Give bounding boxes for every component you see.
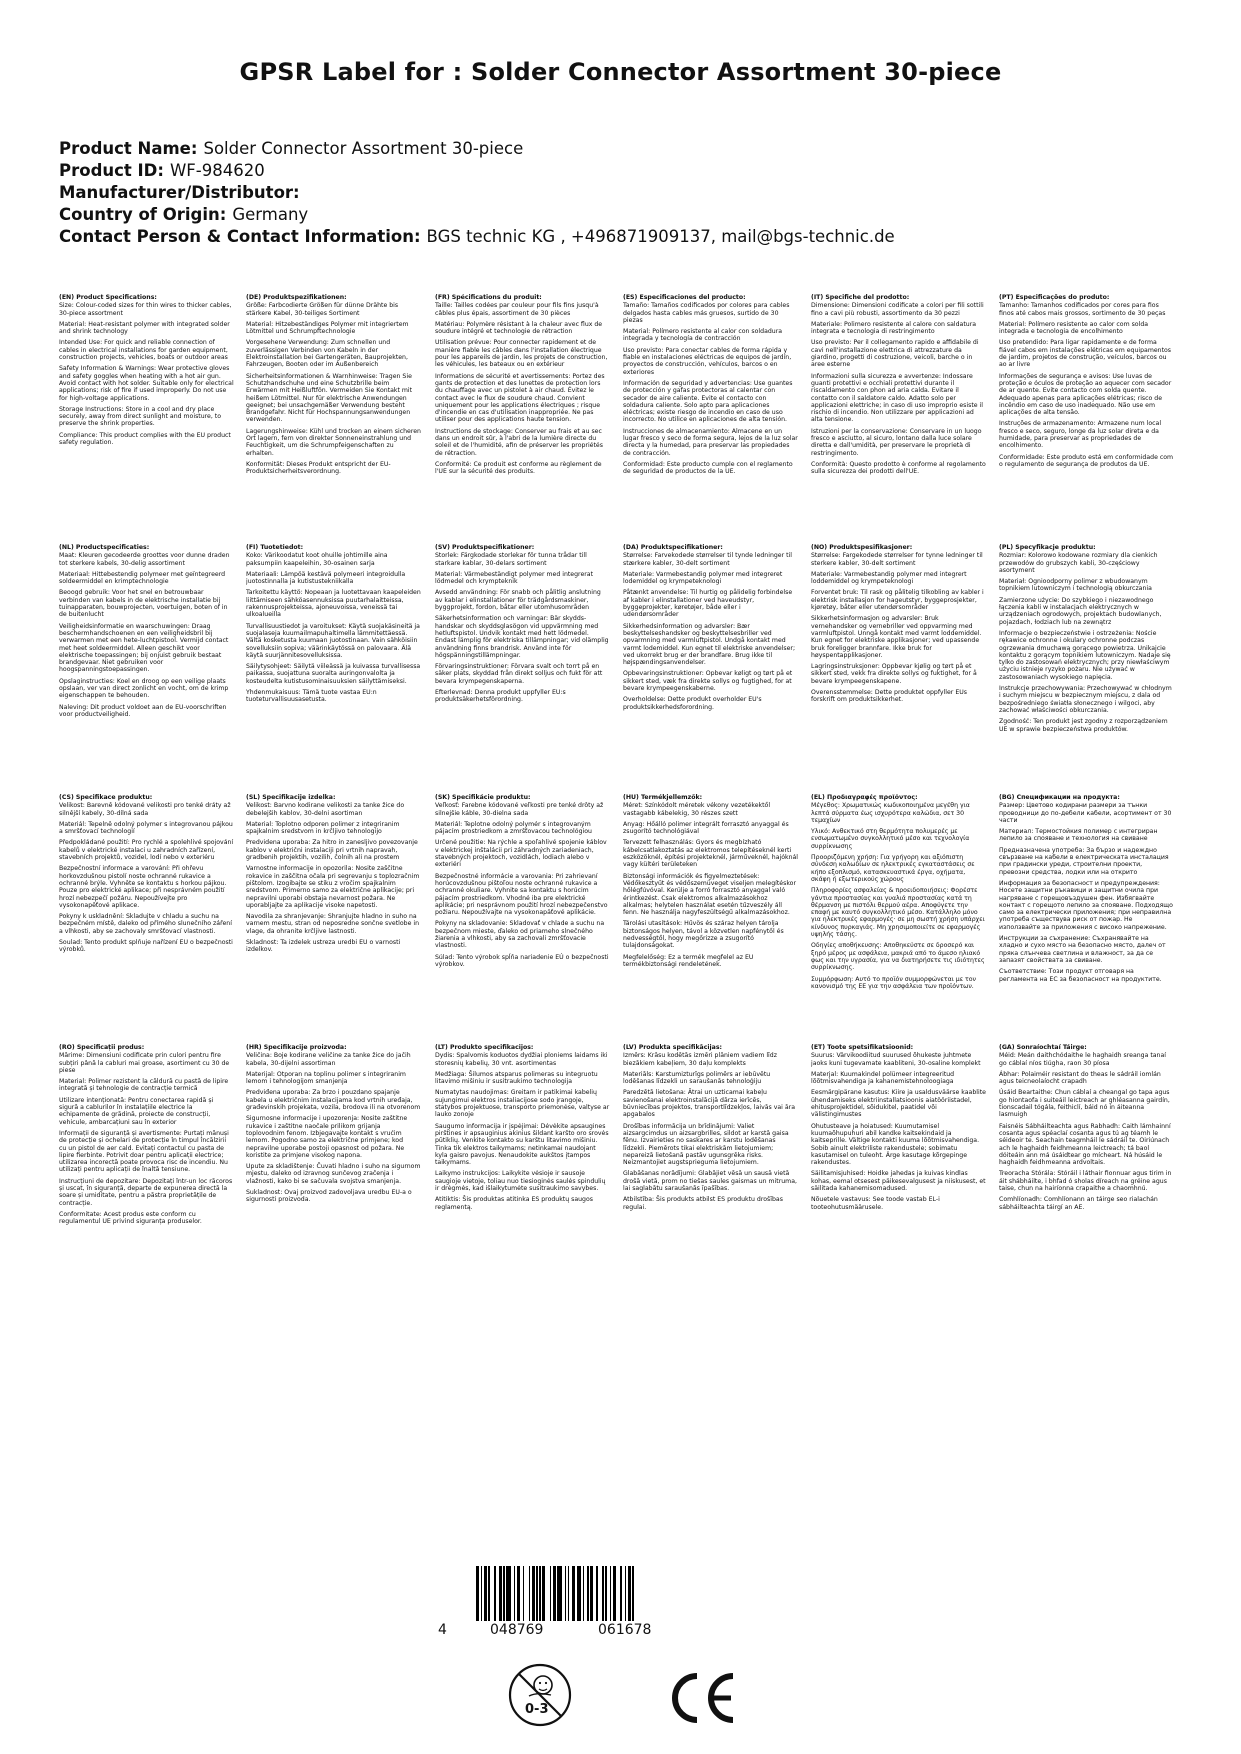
language-section — [623, 1044, 798, 1344]
section-paragraph: Materiale: Varmebestandig polymer med integreret lodemiddel og krympeteknologi — [623, 570, 783, 586]
section-paragraph: Overholdelse: Dette produkt overholder EU's produktsikkerhedsforordning. — [623, 696, 762, 711]
section-heading: (SV) Produktspecifikationer: — [435, 544, 535, 551]
language-section — [999, 1044, 1174, 1344]
section-heading: (SL) Specifikacije izdelka: — [246, 794, 336, 801]
section-paragraph: Materiaal: Hittebestendig polymeer met geïntegreerd soldeermiddel en krimptechnologie — [59, 570, 226, 586]
barcode-left-digits: 048769 — [490, 1622, 544, 1638]
section-paragraph: Comhlíonadh: Comhlíonann an táirge seo rialachán sábháilteachta táirgí an AE. — [999, 1196, 1158, 1211]
section-paragraph: Conformidad: Este producto cumple con el reglamento de seguridad de productos de la UE. — [623, 460, 793, 476]
section-paragraph: Forventet bruk: Til rask og pålitelig tilkobling av kabler i elektrisk installasjon for hageutstyr, byggeprosjekter, kjøretøy, båter eller utendørsområder — [811, 589, 984, 612]
section-paragraph: Velikost: Barvno kodirane velikosti za tanke žice do debelejših kablov, 30-delni asortiman — [246, 802, 405, 817]
barcode-bar — [542, 1566, 545, 1621]
section-paragraph: Instrucciones de almacenamiento: Almacene en un lugar fresco y seco de forma segura, lejos de la luz solar directa y la humedad, para preservar las propiedades de contracción. — [623, 427, 798, 457]
section-paragraph: Méid: Meán daithchódaithe le haghaidh sreanga tanaí go cáblaí níos tiúgha, raon 30 píosa — [999, 1052, 1166, 1067]
barcode-bar — [532, 1566, 535, 1621]
section-paragraph: Safety Information & Warnings: Wear protective gloves and safety goggles when heating with a hot air gun. Avoid contact with hot solder. Suitable only for electrical applications; risk of fire if used improperly. Do not use for high-voltage applications. — [59, 365, 234, 402]
barcode-bar — [610, 1566, 612, 1621]
section-paragraph: Πληροφορίες ασφαλείας & προειδοποιήσεις: Φορέστε γάντια προστασίας και γυαλιά προστασίας κατά τη θέρμανση με πιστόλι θερμού αέρα. Αποφύγετε την επαφή με καυτό συγκολλητικό μέσο. Κατάλληλο μόνο για ηλεκτρικές εφαρμογές· σε μη σωστή χρήση υπάρχει κίνδυνος πυρκαγιάς. Μη χρησιμοποιείτε σε εφαρμογές υψηλής τάσης. — [811, 887, 985, 939]
section-paragraph: Предназначена употреба: За бързо и надеждно свързване на кабели в електрическата инсталация при градински уреди, строителни проекти, превозни средства, лодки или на открито — [999, 846, 1169, 876]
section-paragraph: Storlek: Färgkodade storlekar för tunna trådar till starkare kablar, 30-delars sortiment — [435, 552, 587, 567]
section-paragraph: Conformità: Questo prodotto è conforme al regolamento sulla sicurezza dei prodotti dell'UE. — [811, 460, 986, 476]
section-paragraph: Größe: Farbcodierte Größen für dünne Drähte bis stärkere Kabel, 30-teiliges Sortiment — [246, 302, 399, 317]
section-paragraph: Bezpečnostní informace a varování: Při ohřevu horkovzdušnou pistolí noste ochranné rukavice a ochranné brýle. Vyhněte se kontaktu s horkou pájkou. Pouze pro elektrické aplikace; při nesprávném použití hrozí nebezpečí požáru. Nepoužívejte pro vysokonapěťové aplikace. — [59, 865, 227, 909]
section-paragraph: Predviđena uporaba: Za brzo i pouzdano spajanje kabela u električnim instalacijama kod vrtnih uređaja, građevinskih projekata, vozila, brodova ili na otvorenom — [246, 1089, 421, 1112]
section-paragraph: Material: Polímero resistente al calor con soldadura integrada y tecnología de contracción — [623, 328, 783, 343]
section-paragraph: Skladnost: Ta izdelek ustreza uredbi EU o varnosti izdelkov. — [246, 939, 401, 954]
section-paragraph: Materiał: Ognioodporny polimer z wbudowanym topnikiem lutowniczym i technologią obkurczania — [999, 578, 1152, 593]
section-heading: (HU) Termékjellemzők: — [623, 794, 703, 801]
section-paragraph: Treoracha Stórála: Stóráil i láthair fionnuar agus tirim in áit shábháilte, i bhfad ó sholas díreach na gréine agus taise, chun na hairíonna crapaithe a chaomhnú. — [999, 1170, 1172, 1193]
section-heading: (EL) Προδιαγραφές προϊόντος: — [811, 794, 918, 801]
section-paragraph: Instrucțiuni de depozitare: Depozitați într-un loc răcoros și uscat, în siguranță, departe de expunerea directă la soare și umiditate, pentru a păstra proprietățile de contracție. — [59, 1177, 233, 1207]
section-paragraph: Určené použitie: Na rýchle a spoľahlivé spojenie káblov v elektrickej inštalácii pri záhradných zariadeniach, stavebných projektoch, vozidlách, lodiach alebo v exteriéri — [435, 839, 607, 869]
section-heading: (NO) Produktspesifikasjoner: — [811, 544, 913, 551]
section-paragraph: Dydis: Spalvomis koduotos dydžiai ploniems laidams iki storesnių kabelių, 30 vnt. asortimentas — [435, 1052, 608, 1067]
section-paragraph: Medžiaga: Šilumos atsparus polimeras su integruotu litavimo mišiniu ir susitraukimo technologija — [435, 1070, 598, 1086]
section-paragraph: Koko: Värikoodatut koot ohuille johtimille aina paksumpiin kaapeleihin, 30-osainen sarja — [246, 552, 388, 567]
barcode — [438, 1566, 708, 1646]
barcode-bar — [523, 1566, 525, 1621]
section-paragraph: Materiál: Tepelně odolný polymer s integrovanou pájkou a smršťovací technologií — [59, 820, 233, 836]
section-paragraph: Vorgesehene Verwendung: Zum schnellen und zuverlässigen Verbinden von Kabeln in der Elektroinstallation bei Gartengeräten, Bauprojekten, Fahrzeugen, Booten oder im Außenbereich — [246, 339, 408, 369]
section-paragraph: Atitiktis: Šis produktas atitinka ES produktų saugos reglamentą. — [435, 1196, 593, 1211]
section-paragraph: Anyag: Hőálló polimer integrált forrasztó anyaggal és zsugorító technológiával — [623, 820, 789, 836]
section-paragraph: Pokyny k uskladnění: Skladujte v chladu a suchu na bezpečném místě, daleko od přímého slunečního záření a vlhkosti, aby se zachovaly smršťovací vlastnosti. — [59, 913, 232, 935]
section-paragraph: Matériau: Polymère résistant à la chaleur avec flux de soudure intégré et technologie de rétraction — [435, 320, 603, 336]
barcode-bars — [476, 1566, 684, 1621]
barcode-bar — [620, 1566, 622, 1621]
barcode-bar — [506, 1566, 511, 1621]
section-heading: (ET) Toote spetsifikatsioonid: — [811, 1044, 914, 1051]
section-paragraph: Utilizare intenționată: Pentru conectarea rapidă și sigură a cablurilor în instalațiile electrice la echipamente de grădină, proiecte de construcții, vehicule, ambarcațiuni sau în exterior — [59, 1096, 214, 1126]
section-paragraph: Utilisation prévue: Pour connecter rapidement et de manière fiable les câbles dans l'installation électrique pour les appareils de jardin, les projets de construction, les véhicules, les bateaux ou en extérieur — [435, 339, 608, 369]
barcode-bar — [503, 1566, 505, 1621]
barcode-bar — [572, 1566, 575, 1621]
section-paragraph: Eesmärgipärane kasutus: Kiire ja usaldusväärse kaablite ühendamiseks elektriinstallatsioonis aiatööriistadel, ehitusprojektidel, sõidukitel, paatidel või välistingimustes — [811, 1089, 986, 1119]
section-heading: (LT) Produkto specifikacijos: — [435, 1044, 534, 1051]
section-paragraph: Sicherheitsinformationen & Warnhinweise: Tragen Sie Schutzhandschuhe und eine Schutzbrille beim Erwärmen mit Heißluftfön. Vermeiden Sie Kontakt mit heißem Lötmittel. Nur für elektrische Anwendungen geeignet; bei unsachgemäßer Verwendung besteht Brandgefahr. Nicht für Hochspannungsanwendungen verwenden. — [246, 372, 413, 424]
section-paragraph: Naleving: Dit product voldoet aan de EU-voorschriften voor productveiligheid. — [59, 703, 227, 718]
barcode-bar — [476, 1566, 479, 1621]
section-heading: (SK) Špecifikácie produktu: — [435, 794, 531, 801]
section-paragraph: Konformität: Dieses Produkt entspricht der EU-Produktsicherheitsverordnung. — [246, 460, 391, 476]
section-heading: (DA) Produktspecifikationer: — [623, 544, 723, 551]
section-paragraph: Nõuetele vastavus: See toode vastab EL-i tooteohutusmäärusele. — [811, 1196, 940, 1211]
section-paragraph: Materiál: Teplotne odolný polymér s integrovaným pájacím prostriedkom a zmršťovacou technológiou — [435, 820, 592, 836]
barcode-bar — [529, 1566, 531, 1621]
section-paragraph: Saugumo informacija ir įspėjimai: Dėvėkite apsaugines pirštines ir apsauginius akinius šildant karšto oro srovės pūtiklių. Venkite kontakto su karštu litavimo mišiniu. Tinka tik elektros taikymams; netinkamai naudojant kyla gaisro pavojus. Nenaudokite aukštos įtampos taikymams. — [435, 1122, 609, 1167]
section-paragraph: Varnostne informacije in opozorila: Nosite zaščitne rokavice in zaščitna očala pri segrevanju s toplozračnim pištolom. Izogibajte se stiku z vročim spajkalnim sredstvom. Primerno samo za električne aplikacije; pri nepravilni uporabi obstaja nevarnost požara. Ne uporabljajte za aplikacije visoke napetosti. — [246, 865, 420, 909]
language-row — [59, 1044, 1189, 1344]
barcode-bar — [557, 1566, 562, 1621]
section-paragraph: Navodila za shranjevanje: Shranjujte hladno in suho na varnem mestu, stran od neposredne sončne svetlobe in vlage, da ohranite krčljive lastnosti. — [246, 913, 419, 935]
section-paragraph: Säkerhetsinformation och varningar: Bär skydds-handskar och skyddsglasögon vid uppvärmning med hetluftspistol. Undvik kontakt med hett lödmedel. Endast lämplig för elektriska tillämpningar; vid olämplig användning finns brandrisk. Använd inte för högspänningstillämpningar. — [435, 615, 609, 659]
section-paragraph: Megfelelőség: Ez a termék megfelel az EU termékbiztonsági rendeletének. — [623, 953, 754, 968]
section-paragraph: Velikost: Barevně kódované velikosti pro tenké dráty až silnější kabely, 30-dílná sada — [59, 802, 231, 817]
section-paragraph: Opbevaringsinstruktioner: Opbevar køligt og tørt på et sikkert sted, væk fra direkte sollys og fugtighed, for at bevare krympeegenskaberne. — [623, 670, 793, 693]
section-paragraph: Informazioni sulla sicurezza e avvertenze: Indossare guanti protettivi e occhiali protettivi durante il riscaldamento con phon ad aria calda. Evitare il contatto con il saldatore caldo. Adatto solo per applicazioni elettriche; in caso di uso improprio esiste il rischio di incendio. Non utilizzare per applicazioni ad alta tensione. — [811, 372, 983, 424]
section-paragraph: Conformidade: Este produto está em conformidade com o regulamento de segurança de produtos da UE. — [999, 453, 1174, 468]
barcode-bar — [550, 1566, 552, 1621]
section-heading: (PT) Especificações do produto: — [999, 294, 1110, 301]
barcode-bar — [553, 1566, 556, 1621]
section-paragraph: Informations de sécurité et avertissements: Portez des gants de protection et des lunettes de protection lors du chauffage avec un pistolet à air chaud. Évitez le contact avec le flux de soudure chaud. Convient uniquement pour les applications électriques ; risque d'incendie en cas d'utilisation inappropriée. Ne pas utiliser pour des applications haute tension. — [435, 372, 605, 424]
language-section — [59, 1044, 234, 1344]
section-paragraph: Material: Polimer rezistent la căldură cu pastă de lipire integrată și tehnologie de contracție termică — [59, 1078, 229, 1093]
barcode-bar — [602, 1566, 604, 1621]
barcode-bar — [514, 1566, 516, 1621]
section-paragraph: Tárolási utasítások: Hűvös és száraz helyen tárolja biztonságos helyen, távol a közvetlen napfénytől és nedvességtől, hogy megőrizze a zsugorító tulajdonságokat. — [623, 920, 784, 950]
age-warning-icon — [507, 1662, 573, 1728]
section-paragraph: Materiale: Polimero resistente al calore con saldatura integrata e tecnologia di restringimento — [811, 320, 977, 336]
section-paragraph: Materiāls: Karstumizturīgs polimērs ar iebūvētu lodēšanas līdzekli un saraušanās tehnoloģiju — [623, 1070, 771, 1086]
section-paragraph: Μέγεθος: Χρωματικώς κωδικοποιημένα μεγέθη για λεπτά σύρματα έως ισχυρότερα καλώδια, σετ 30 τεμαχίων — [811, 802, 970, 824]
section-paragraph: Storage Instructions: Store in a cool and dry place securely, away from direct sunlight and moisture, to preserve the shrink properties. — [59, 405, 221, 428]
section-paragraph: Veiligheidsinformatie en waarschuwingen: Draag beschermhandschoenen en een veiligheidsbril bij verwarmen met een hete-luchtpistool. Vermijd contact met heet soldeermiddel. Alleen geschikt voor elektrische toepassingen; bij onjuist gebruik bestaat brandgevaar. Niet gebruiken voor hoogspanningstoepassingen. — [59, 622, 229, 674]
section-heading: (HR) Specifikacije proizvoda: — [246, 1044, 347, 1051]
section-paragraph: Paredzētā lietošana: Ātrai un uzticamai kabeļu savienošanai elektroinstalācijā dārza ierīcēs, būvniecības projektos, transportlīdzekļos, laivās vai āra apgabalos — [623, 1089, 795, 1119]
section-heading: (ES) Especificaciones del producto: — [623, 294, 746, 301]
section-paragraph: Size: Colour-coded sizes for thin wires to thicker cables, 30-piece assortment — [59, 302, 232, 317]
barcode-bar — [494, 1566, 496, 1621]
section-paragraph: Informacje o bezpieczeństwie i ostrzeżenia: Noście rękawice ochronne i okulary ochronne podczas ogrzewania dmuchawą gorącego powietrza. Unikajcie kontaktu z gorącym topnikiem lutowniczym. Nadaje się tylko do zastosowań elektrycznych; przy niewłaściwym użyciu istnieje ryzyko pożaru. Nie używać w zastosowaniach wysokiego napięcia. — [999, 629, 1171, 681]
section-paragraph: Material: Värmebeständigt polymer med integrerat lödmedel och krympteknik — [435, 570, 594, 586]
section-paragraph: Instructions de stockage: Conserver au frais et au sec dans un endroit sûr, à l'abri de la lumière directe du soleil et de l'humidité, afin de préserver les propriétés de rétraction. — [435, 427, 603, 457]
manufacturer-row: Manufacturer/Distributor: — [59, 183, 300, 202]
section-paragraph: Οδηγίες αποθήκευσης: Αποθηκεύστε σε δροσερό και ξηρό μέρος με ασφάλεια, μακριά από το άμεσο ηλιακό φως και την υγρασία, για να διατηρήσετε τις ιδιότητες συρρίκνωσης. — [811, 942, 985, 972]
section-heading: (RO) Specificații produs: — [59, 1044, 145, 1051]
age-warning-text: 0-3 — [525, 1702, 549, 1717]
contact-row: Contact Person & Contact Information: BGS technic KG , +496871909137, mail@bgs-technic.de — [59, 227, 895, 246]
section-heading: (GA) Sonraíochtaí Táirge: — [999, 1044, 1087, 1051]
section-paragraph: Material: Toplotno odporen polimer z integriranim spajkalnim sredstvom in krčljivo tehnologijo — [246, 820, 400, 836]
section-paragraph: Zgodność: Ten produkt jest zgodny z rozporządzeniem UE w sprawie bezpieczeństwa produktów. — [999, 718, 1168, 733]
section-heading: (EN) Product Specifications: — [59, 294, 157, 301]
section-paragraph: Suurus: Värvikoodiitud suurused õhukeste juhtmete jaoks kuni tugevamate kaabliteni, 30-osaline komplekt — [811, 1052, 981, 1067]
barcode-bar — [484, 1566, 487, 1621]
section-heading: (LV) Produkta specifikācijas: — [623, 1044, 722, 1051]
section-paragraph: Informații de siguranță și avertismente: Purtați mănuși de protecție și ochelari de protecție în timpul încălzirii cu un pistol de aer cald. Evitați contactul cu pasta de lipire fierbinte. Potrivit doar pentru aplicații electrice; utilizarea incorectă poate provoca risc de incendiu. Nu utilizați pentru aplicații de înaltă tensiune. — [59, 1129, 229, 1174]
section-paragraph: Sikkerhetsinformasjon og advarsler: Bruk vernehandsker og vernebriller ved oppvarming med varmluftpistol. Unngå kontakt med varmt loddemiddel. Kun egnet for elektriske applikasjoner; ved upassende bruk foreligger brannfare. Ikke bruk for høyspentapplikasjoner. — [811, 615, 982, 659]
section-paragraph: Sikkerhedsinformation og advarsler: Bær beskyttelseshandsker og beskyttelsesbriller ved opvarmning med varmluftpistol. Undgå kontakt med varmt lodemiddel. Kun egnet til elektriske anvendelser; ved ukorrekt brug er der brandfare. Brug ikke til højspændingsanvendelser. — [623, 622, 796, 667]
section-paragraph: Sukladnost: Ovaj proizvod zadovoljava uredbu EU-a o sigurnosti proizvoda. — [246, 1189, 412, 1204]
barcode-lead-digit: 4 — [438, 1622, 447, 1638]
section-paragraph: Dimensione: Dimensioni codificate a colori per fili sottili fino a cavi più robusti, assortimento da 30 pezzi — [811, 302, 984, 317]
product-name-row: Product Name: Solder Connector Assortment 30-piece — [59, 139, 524, 158]
section-paragraph: Veličina: Boje kodirane veličine za tanke žice do jačih kabela, 30-dijelni assortiman — [246, 1052, 411, 1067]
section-paragraph: Materijal: Otporan na toplinu polimer s integriranim lemom i tehnologijom smanjenja — [246, 1070, 406, 1086]
barcode-bar — [568, 1566, 570, 1621]
barcode-bar — [488, 1566, 490, 1621]
section-paragraph: Predvidena uporaba: Za hitro in zanesljivo povezovanje kablov v električni instalaciji pri vrtnih napravah, gradbenih projektih, vozilih, čolnih ali na prostem — [246, 839, 418, 862]
barcode-bar — [605, 1566, 607, 1621]
barcode-bar — [565, 1566, 567, 1621]
section-paragraph: Material: Hitzebeständiges Polymer mit integriertem Lötmittel und Schrumpftechnologie — [246, 320, 409, 336]
barcode-bar — [517, 1566, 520, 1621]
section-paragraph: Zamierzone użycie: Do szybkiego i niezawodnego łączenia kabli w instalacjach elektrycznych w urządzeniach ogrodowych, projektach budowlanych, pojazdach, łodziach lub na zewnątrz — [999, 596, 1162, 626]
section-paragraph: Atbilstība: Šis produkts atbilst ES produktu drošības regulai. — [623, 1196, 783, 1211]
section-heading: (FI) Tuotetiedot: — [246, 544, 304, 551]
section-paragraph: Conformitate: Acest produs este conform cu regulamentul UE privind siguranța produselor. — [59, 1210, 202, 1226]
section-paragraph: Συμμόρφωση: Αυτό το προϊόν συμμορφώνεται με τον κανονισμό της ΕΕ για την ασφάλεια των προϊόντων. — [811, 975, 976, 990]
section-paragraph: Størrelse: Farvekodede størrelser til tynde ledninger til stærkere kabler, 30-delt sortiment — [623, 552, 792, 567]
section-paragraph: Méret: Színkódolt méretek vékony vezetékektől vastagabb kábelekig, 30 részes szett — [623, 802, 771, 817]
section-paragraph: Súlad: Tento výrobok spĺňa nariadenie EÚ o bezpečnosti výrobkov. — [435, 953, 609, 968]
section-paragraph: Съответствие: Този продукт отговаря на регламента на ЕС за безопасност на продуктите. — [999, 968, 1162, 983]
barcode-bar — [577, 1566, 582, 1621]
section-paragraph: Veľkosť: Farebne kódované veľkosti pre tenké drôty až silnejšie káble, 30-dielna sada — [435, 802, 604, 817]
section-paragraph: Материал: Термостойкия полимер с интегриран лепило за спояване и технология на свиване — [999, 828, 1158, 843]
barcode-right-digits: 061678 — [598, 1622, 652, 1638]
section-paragraph: Overensstemmelse: Dette produktet oppfyller EUs forskrift om produktsikkerhet. — [811, 689, 967, 704]
section-paragraph: Material: Heat-resistant polymer with integrated solder and shrink technology — [59, 320, 230, 336]
section-paragraph: Instrukcje przechowywania: Przechowywać w chłodnym i suchym miejscu w bezpiecznym miejscu, z dala od bezpośredniego światła słonecznego i wilgoci, aby zachować właściwości obkurczania. — [999, 685, 1172, 714]
section-paragraph: Izmērs: Krāsu kodētās izmēri plāniem vadiem līdz biezākiem kabeļiem, 30 daļu komplekts — [623, 1052, 777, 1067]
section-paragraph: Instruções de armazenamento: Armazene num local fresco e seco, seguro, longe da luz solar direta e da humidade, para preservar as propriedades de encolhimento. — [999, 420, 1162, 450]
section-paragraph: Lagringsinstruksjoner: Oppbevar kjølig og tørt på et sikkert sted, vekk fra direkte sollys og fuktighet, for å bevare krympeegenskapene. — [811, 663, 977, 685]
section-paragraph: Informações de segurança e avisos: Use luvas de proteção e óculos de proteção ao aquecer com secador de ar quente. Evite contacto com solda quente. Adequado apenas para aplicações elétricas; risco de incêndio em caso de uso inadequado. Não use em aplicações de alta tensão. — [999, 372, 1172, 417]
section-paragraph: Soulad: Tento produkt splňuje nařízení EU o bezpečnosti výrobků. — [59, 939, 233, 954]
language-section — [246, 1044, 421, 1344]
barcode-bar — [625, 1566, 627, 1621]
section-paragraph: Turvallisuustiedot ja varoitukset: Käytä suojakäsineitä ja suojalaseja kuumailmapuhaltimella lämmitettäessä. Vältä kosketusta kuumaan juotostinaan. Vain sähköisiin sovelluksiin sopiva; väärinkäytössä on palovaara. Älä käytä suurjännitesovelluksissa. — [246, 622, 420, 659]
section-paragraph: Säilitamisjuhised: Hoidke jahedas ja kuivas kindlas kohas, eemal otsesest päikesevalgusest ja niiskusest, et säilitada kahanemisomadused. — [811, 1170, 986, 1193]
barcode-bar — [481, 1566, 483, 1621]
section-paragraph: Pokyny na skladovanie: Skladovať v chlade a suchu na bezpečnom mieste, ďaleko od priameho slnečného žiarenia a vlhkosti, aby sa zachovali zmršťovacie vlastnosti. — [435, 920, 605, 950]
section-paragraph: Förvaringsinstruktioner: Förvara svalt och torrt på en säker plats, skyddad från direkt solljus och fukt för att bevara krympegenskaperna. — [435, 663, 603, 685]
section-paragraph: Taille: Tailles codées par couleur pour fils fins jusqu'à câbles plus épais, assortiment de 30 pièces — [435, 302, 599, 317]
ce-mark-icon — [667, 1670, 739, 1726]
section-heading: (BG) Спецификации на продукта: — [999, 794, 1120, 801]
language-section — [811, 1044, 986, 1344]
section-paragraph: Lagerungshinweise: Kühl und trocken an einem sicheren Ort lagern, fern von direkter Sonneneinstrahlung und Feuchtigkeit, um die Schrumpfeigenschaften zu erhalten. — [246, 427, 421, 457]
section-heading: (CS) Specifikace produktu: — [59, 794, 153, 801]
section-heading: (PL) Specyfikacje produktu: — [999, 544, 1096, 551]
section-paragraph: Glabāšanas norādījumi: Glabājiet vēsā un sausā vietā drošā vietā, prom no tiešas saules gaismas un mitruma, lai saglabātu saraušanās īpašības. — [623, 1170, 797, 1193]
section-paragraph: Materjal: Kuumakindel polümeer integreeritud lõõtmisvahendiga ja kahanemistehnoloogiaga — [811, 1070, 955, 1086]
section-heading: (NL) Productspecificaties: — [59, 544, 150, 551]
section-heading: (FR) Spécifications du produit: — [435, 294, 542, 301]
section-paragraph: Инструкции за съхранение: Съхранявайте на хладно и сухо място на безопасно място, далеч от пряка слънчева светлина и влажност, за да се запазят свойствата за свиване. — [999, 935, 1166, 964]
page-title: GPSR Label for : Solder Connector Assortment 30-piece — [239, 58, 1002, 86]
section-paragraph: Rozmiar: Kolorowo kodowane rozmiary dla cienkich przewodów do grubszych kabli, 30-częściowy asortyment — [999, 552, 1158, 574]
section-paragraph: Υλικό: Ανθεκτικό στη θερμότητα πολυμερές με ενσωματωμένο συγκολλητικό μέσο και τεχνολογία συρρίκνωσης — [811, 828, 970, 850]
section-paragraph: Material: Polímero resistente ao calor com solda integrada e tecnologia de encolhimento — [999, 320, 1149, 336]
section-paragraph: Bezpečnostné informácie a varovania: Pri zahrievaní horúcovzdušnou pištoľou noste ochranné rukavice a ochranné okuliare. Vyhnite sa kontaktu s horúcim pájacím prostriedkom. Vhodné iba pre elektrické aplikácie; pri nesprávnom použití hrozí nebezpečenstvo požiaru. Nepoužívajte na vysokonapäťové aplikácie. — [435, 872, 608, 917]
section-paragraph: Conformité: Ce produit est conforme au règlement de l'UE sur la sécurité des produits. — [435, 460, 602, 476]
section-paragraph: Materiale: Varmebestandig polymer med integrert loddemiddel og krympeteknologi — [811, 570, 967, 586]
section-paragraph: Размер: Цветово кодирани размери за тънки проводници до по-дебели кабели, асортимент от 30 части — [999, 802, 1172, 824]
section-heading: (DE) Produktspezifikationen: — [246, 294, 347, 301]
product-info — [59, 138, 1189, 248]
section-paragraph: Materiaali: Lämpöä kestävä polymeeri integroidulla juotostinnalla ja kutistustekniikalla — [246, 570, 406, 586]
barcode-bar — [583, 1566, 585, 1621]
section-paragraph: Información de seguridad y advertencias: Use guantes de protección y gafas protectoras al calentar con secador de aire caliente. Evite el contacto con soldadura caliente. Solo apto para aplicaciones eléctricas; existe riesgo de incendio en caso de uso incorrecto. No utilice en aplicaciones de alta tensión. — [623, 379, 793, 424]
section-paragraph: Opslaginstructies: Koel en droog op een veilige plaats opslaan, ver van direct zonlicht en vocht, om de krimp eigenschappen te behouden. — [59, 677, 229, 700]
section-paragraph: Информация за безопасност и предупреждения: Носете защитни ръкавици и защитни очила при нагряване с горещовъздушен фен. Избягвайте контакт с горещото лепило за спояване. Подходящо само за електрически приложения; при неправилна употреба съществува риск от пожар. Не използвайте за приложения с високо напрежение. — [999, 879, 1173, 931]
section-paragraph: Avsedd användning: För snabb och pålitlig anslutning av kablar i elinstallationer för trädgårdsmaskiner, byggprojekt, fordon, båtar eller utomhusområden — [435, 589, 601, 612]
section-paragraph: Drošības informācija un brīdinājumi: Valiet aizsargcimdus un aizsargbrilles, sildot ar karstā gaisa fēnu. Izvairieties no saskares ar karstu lodēšanas līdzekli. Piemērots tikai elektriskām lietojumiem; nepareizā lietošanā pastāv ugunsgrēka risks. Neizmantojiet augstsprieguma lietojumiem. — [623, 1122, 789, 1167]
section-paragraph: Úsáid Beartaithe: Chun cáblaí a cheangal go tapa agus go hiontaofa i suiteáil leictreach ar ghléasanna gairdín, tionscadail tógála, feithiclí, báid nó in áiteanna lasmuigh — [999, 1089, 1170, 1119]
barcode-bar — [632, 1566, 634, 1621]
section-paragraph: Předpokládané použití: Pro rychlé a spolehlivé spojování kabelů v elektrické instalaci u zahradních zařízení, stavebních projektů, vozidel, lodí nebo v exteriéru — [59, 839, 234, 862]
language-section — [435, 1044, 610, 1344]
section-paragraph: Beoogd gebruik: Voor het snel en betrouwbaar verbinden van kabels in de elektrische installatie bij tuinapparaten, bouwprojecten, voertuigen, boten of in de buitenlucht — [59, 589, 228, 619]
section-paragraph: Uso pretendido: Para ligar rapidamente e de forma fiável cabos em instalações elétricas em equipamentos de jardim, projetos de construção, veículos, barcos ou ao ar livre — [999, 339, 1172, 369]
section-paragraph: Yhdenmukaisuus: Tämä tuote vastaa EU:n tuoteturvallisuusasetusta. — [246, 689, 377, 704]
section-paragraph: Προοριζόμενη χρήση: Για γρήγορη και αξιόπιστη σύνδεση καλωδίων σε ηλεκτρικές εγκαταστάσεις σε κήπο εξοπλισμό, κατασκευαστικά έργα, οχήματα, σκάφη ή εξωτερικούς χώρους — [811, 854, 975, 883]
section-paragraph: Tervezett felhasználás: Gyors és megbízható kábelcsatlakoztatás az elektromos telepítéseknél kerti eszközöknél, építési projekteknél, járműveknél, hajóknál vagy kültéri területeken — [623, 839, 798, 869]
section-paragraph: Uso previsto: Per il collegamento rapido e affidabile di cavi nell'installazione elettrica di attrezzature da giardino, progetti di costruzione, veicoli, barche o in aree esterne — [811, 339, 979, 369]
section-paragraph: Ohutusteave ja hoiatused: Kuumutamisel kuumaõhupuhuri abil kandke kaitsekindaid ja kaitseprille. Vältige kontakti kuuma lõõtmisvahendiga. Sobib ainult elektriliste rakendustele; sobimatu kasutamisel on tuleoht. Ärge kasutage kõrgepinge rakendustes. — [811, 1122, 980, 1167]
section-paragraph: Compliance: This product complies with the EU product safety regulation. — [59, 431, 231, 447]
section-paragraph: Uso previsto: Para conectar cables de forma rápida y fiable en instalaciones eléctricas de equipos de jardín, proyectos de construcción, vehículos, barcos o en exteriores — [623, 346, 792, 376]
section-paragraph: Istruzioni per la conservazione: Conservare in un luogo fresco e asciutto, al sicuro, lontano dalla luce solare diretta e dall'umidità, per preservare le proprietà di restringimento. — [811, 427, 982, 457]
barcode-bar — [590, 1566, 593, 1621]
product-id-row: Product ID: WF-984620 — [59, 161, 265, 180]
section-paragraph: Säilytysohjeet: Säilytä viileässä ja kuivassa turvallisessa paikassa, suojattuna suoralta auringonvalolta ja kosteudelta kutistusominaisuuksien säilyttämiseksi. — [246, 663, 421, 685]
section-paragraph: Påtænkt anvendelse: Til hurtig og pålidelig forbindelse af kabler i elinstallationer ved haveudstyr, byggeprojekter, køretøjer, både eller i udendørsområder — [623, 589, 793, 619]
barcode-bar — [499, 1566, 502, 1621]
section-paragraph: Biztonsági információk és figyelmeztetések: Védőkesztyűt és védőszemüveget viseljen melegítéskor hőlégfúvóval. Kerülje a forró forrasztó anyaggal való érintkezést. Csak elektromos alkalmazásokhoz alkalmas; helytelen használat esetén tűzveszély áll fenn. Ne használja nagyfeszültségű alkalmazásokhoz. — [623, 872, 797, 917]
section-paragraph: Tarkoitettu käyttö: Nopeaan ja luotettavaan kaapeleiden liittämiseen sähköasennuksissa puutarhalaitteissa, rakennusprojekteissa, ajoneuvoissa, veneissä tai ulkoalueilla — [246, 589, 421, 619]
section-paragraph: Tamaño: Tamaños codificados por colores para cables delgados hasta cables más gruesos, surtido de 30 piezas — [623, 302, 790, 324]
section-paragraph: Størrelse: Fargekodede størrelser for tynne ledninger til sterkere kabler, 30-delt sortiment — [811, 552, 983, 567]
section-paragraph: Efterlevnad: Denna produkt uppfyller EU:s produktsäkerhetsförordning. — [435, 689, 566, 704]
country-of-origin-row: Country of Origin: Germany — [59, 205, 309, 224]
section-paragraph: Intended Use: For quick and reliable connection of cables in electrical installations for garden equipment, construction projects, vehicles, boats or outdoor areas — [59, 339, 228, 362]
barcode-bar — [613, 1566, 616, 1621]
section-paragraph: Laikymo instrukcijos: Laikykite vėsioje ir sausoje saugioje vietoje, toliau nuo tiesioginės saulės spindulių ir drėgmės, kad išlaikytumėte susitraukimo savybes. — [435, 1170, 606, 1193]
barcode-bar — [628, 1566, 631, 1621]
section-paragraph: Maat: Kleuren gecodeerde groottes voor dunne draden tot sterkere kabels, 30-delig assortiment — [59, 552, 230, 567]
section-heading: (IT) Specifiche del prodotto: — [811, 294, 910, 301]
section-paragraph: Tamanho: Tamanhos codificados por cores para fios finos até cabos mais grossos, sortimento de 30 peças — [999, 302, 1166, 317]
barcode-bar — [587, 1566, 589, 1621]
barcode-bar — [536, 1566, 538, 1621]
section-paragraph: Mărime: Dimensiuni codificate prin culori pentru fire subțiri până la cabluri mai groase, asortiment cu 30 de piese — [59, 1052, 230, 1074]
section-paragraph: Sigurnosne informacije i upozorenja: Nosite zaštitne rukavice i zaštitne naočale prilikom grijanja toplovodnim fenom. Izbjegavajte kontakt s vrućim lemom. Pogodno samo za električne primjene; kod nepravilne uporabe postoji opasnost od požara. Ne koristite za primjene visokog napona. — [246, 1115, 408, 1159]
section-paragraph: Upute za skladištenje: Čuvati hladno i suho na sigurnom mjestu, daleko od izravnog sunčevog zračenja i vlažnosti, kako bi se sačuvala svojstva smanjenja. — [246, 1163, 421, 1185]
section-paragraph: Numatytas naudojimas: Greitam ir patikimai kabelių sujungimui elektros instaliacijose sodo įrangoje, statybos projektuose, transporto priemonėse, valtyse ar lauko zonoje — [435, 1089, 610, 1119]
section-paragraph: Ábhar: Polaiméir resistant do theas le sádráil iomlán agus teicneolaíocht crapadh — [999, 1070, 1161, 1086]
barcode-bar — [539, 1566, 541, 1621]
section-paragraph: Faisnéis Sábháilteachta agus Rabhadh: Caith lámhainní cosanta agus spéaclaí cosanta agus tú ag téamh le séideoir te. Seachain teagmháil le sádráil te. Oiriúnach ach le haghaidh feidhmeanna leictreach; tá baol dóiteáin ann má úsáidtear go mícheart. Ná húsáid le haghaidh feidhmeanna ardvoltais. — [999, 1122, 1171, 1167]
barcode-bar — [596, 1566, 598, 1621]
